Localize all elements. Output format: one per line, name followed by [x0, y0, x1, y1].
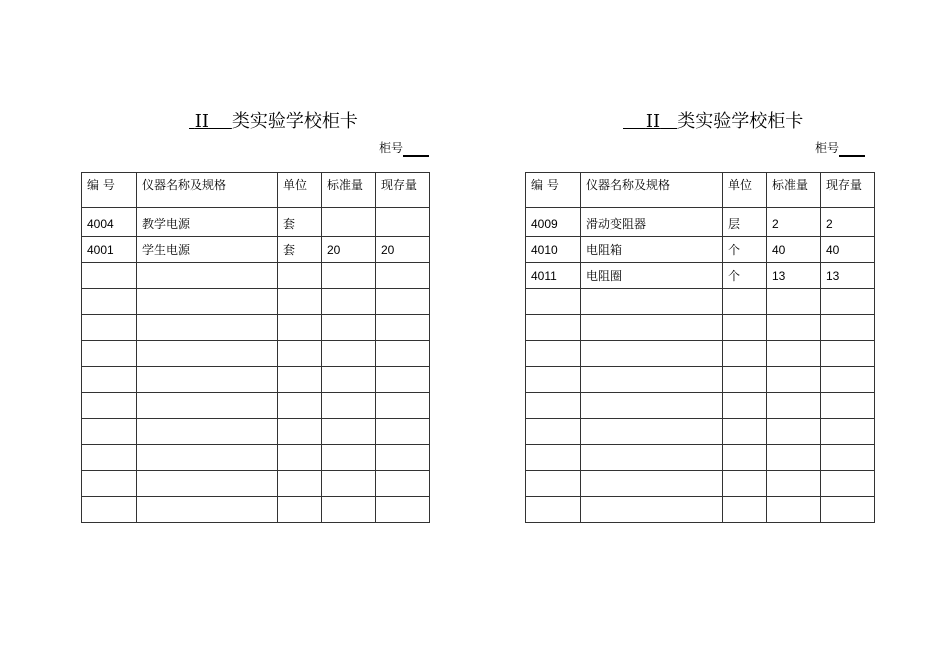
- cell-standard-qty: 20: [322, 237, 376, 263]
- header-standard-qty: 标准量: [322, 173, 376, 208]
- cell-standard-qty: [767, 315, 821, 341]
- table-row: [82, 315, 430, 341]
- cell-item-code: [526, 315, 581, 341]
- cell-standard-qty: [767, 419, 821, 445]
- header-current-qty: 现存量: [376, 173, 430, 208]
- card-title-text: 类实验学校柜卡: [231, 111, 358, 132]
- inventory-table: [81, 172, 430, 523]
- table-row: [82, 263, 430, 289]
- cell-current-qty: [821, 341, 875, 367]
- cell-standard-qty: [322, 341, 376, 367]
- cell-item-name: [581, 419, 723, 445]
- cell-unit: [723, 419, 767, 445]
- header-row: [526, 173, 875, 208]
- cell-standard-qty: [322, 419, 376, 445]
- cell-item-name: [581, 289, 723, 315]
- inventory-table: [525, 172, 875, 523]
- table-row: [526, 471, 875, 497]
- header-item-code: 编 号: [526, 173, 581, 208]
- cell-item-name: [137, 341, 278, 367]
- cell-item-code: 4011: [526, 263, 581, 289]
- cell-item-code: [82, 367, 137, 393]
- header-current-qty: 现存量: [821, 173, 875, 208]
- cell-standard-qty: [322, 471, 376, 497]
- header-item-name: 仪器名称及规格: [581, 173, 723, 208]
- table-row: [526, 263, 875, 289]
- cell-item-name: [137, 419, 278, 445]
- cell-item-code: [526, 393, 581, 419]
- card-class: [623, 111, 677, 132]
- cell-current-qty: 20: [376, 237, 430, 263]
- cell-unit: [278, 289, 322, 315]
- cell-current-qty: [376, 419, 430, 445]
- cell-standard-qty: [322, 497, 376, 523]
- cell-current-qty: [376, 445, 430, 471]
- cell-standard-qty: [322, 367, 376, 393]
- cell-item-code: [82, 497, 137, 523]
- table-row: [526, 341, 875, 367]
- cell-current-qty: [376, 289, 430, 315]
- table-row: [526, 393, 875, 419]
- cell-item-name: [581, 341, 723, 367]
- cell-current-qty: [821, 445, 875, 471]
- cabinet-number-label: 柜号: [815, 141, 840, 155]
- cell-item-name: [137, 367, 278, 393]
- table-row: [82, 393, 430, 419]
- cell-item-code: [82, 445, 137, 471]
- cell-unit: [723, 497, 767, 523]
- cell-current-qty: 13: [821, 263, 875, 289]
- cell-item-name: [137, 315, 278, 341]
- cell-current-qty: [821, 419, 875, 445]
- cell-standard-qty: 13: [767, 263, 821, 289]
- cell-unit: [278, 367, 322, 393]
- table-row: [82, 289, 430, 315]
- cell-item-code: 4009: [526, 208, 581, 237]
- cell-item-code: [526, 445, 581, 471]
- cell-item-name: [581, 471, 723, 497]
- cell-current-qty: [821, 393, 875, 419]
- cell-current-qty: [376, 341, 430, 367]
- cabinet-number-label: 柜号: [379, 141, 404, 155]
- cell-current-qty: [376, 393, 430, 419]
- cell-item-name: 滑动变阻器: [581, 208, 723, 237]
- header-item-name: 仪器名称及规格: [137, 173, 278, 208]
- cell-item-code: [82, 341, 137, 367]
- cell-item-code: 4001: [82, 237, 137, 263]
- cell-unit: [723, 367, 767, 393]
- card-class-pad-right: [209, 111, 232, 132]
- cell-item-code: [82, 393, 137, 419]
- cell-item-name: [581, 315, 723, 341]
- cell-item-code: 4004: [82, 208, 137, 237]
- cell-unit: 个: [723, 263, 767, 289]
- table-row: [526, 367, 875, 393]
- cell-standard-qty: [767, 497, 821, 523]
- cell-unit: [723, 315, 767, 341]
- cell-unit: 个: [723, 237, 767, 263]
- cell-item-name: 教学电源: [137, 208, 278, 237]
- cell-current-qty: [376, 263, 430, 289]
- card-title-text: 类实验学校柜卡: [677, 111, 804, 132]
- cell-item-name: [137, 497, 278, 523]
- cabinet-number-blank: [839, 143, 865, 157]
- cell-standard-qty: [767, 445, 821, 471]
- cell-item-name: [137, 289, 278, 315]
- cell-item-code: 4010: [526, 237, 581, 263]
- cell-item-name: [581, 445, 723, 471]
- cell-standard-qty: [322, 315, 376, 341]
- cell-unit: [723, 445, 767, 471]
- cell-item-code: [526, 341, 581, 367]
- cell-item-name: 电阻圈: [581, 263, 723, 289]
- table-row: [82, 341, 430, 367]
- cell-item-name: [137, 393, 278, 419]
- cell-unit: [723, 341, 767, 367]
- cell-unit: [278, 497, 322, 523]
- cabinet-number-blank: [403, 143, 429, 157]
- cell-item-name: [581, 393, 723, 419]
- header-unit: 单位: [723, 173, 767, 208]
- cell-unit: [278, 445, 322, 471]
- cell-item-code: [526, 289, 581, 315]
- cell-unit: [278, 315, 322, 341]
- cell-standard-qty: [322, 263, 376, 289]
- table-row: [82, 208, 430, 237]
- cell-current-qty: [821, 367, 875, 393]
- cell-item-code: [526, 497, 581, 523]
- cell-unit: [723, 471, 767, 497]
- table-row: [526, 289, 875, 315]
- table-row: [82, 445, 430, 471]
- cell-current-qty: [821, 497, 875, 523]
- cell-current-qty: [376, 367, 430, 393]
- table-row: [82, 471, 430, 497]
- table-row: [526, 315, 875, 341]
- cell-current-qty: 2: [821, 208, 875, 237]
- cell-standard-qty: [767, 289, 821, 315]
- cell-standard-qty: [322, 393, 376, 419]
- header-row: [82, 173, 430, 208]
- table-row: [526, 237, 875, 263]
- card-title: [623, 109, 803, 135]
- cell-unit: 套: [278, 237, 322, 263]
- table-row: [82, 497, 430, 523]
- cell-item-code: [82, 263, 137, 289]
- table-body: [526, 208, 875, 523]
- cell-standard-qty: [767, 393, 821, 419]
- table-row: [82, 237, 430, 263]
- cell-standard-qty: [322, 445, 376, 471]
- cell-item-code: [82, 289, 137, 315]
- header-unit: 单位: [278, 173, 322, 208]
- cell-item-name: [137, 445, 278, 471]
- cell-item-code: [82, 471, 137, 497]
- cell-current-qty: [821, 315, 875, 341]
- table-row: [526, 445, 875, 471]
- header-standard-qty: 标准量: [767, 173, 821, 208]
- cell-item-name: [137, 263, 278, 289]
- cell-unit: [278, 341, 322, 367]
- cabinet-number: [815, 139, 865, 157]
- cell-standard-qty: [322, 208, 376, 237]
- cell-unit: [723, 289, 767, 315]
- cell-current-qty: [376, 315, 430, 341]
- table-body: [82, 208, 430, 523]
- cell-unit: [723, 393, 767, 419]
- cell-standard-qty: [767, 471, 821, 497]
- cell-current-qty: [376, 471, 430, 497]
- card-class-pad-left: [623, 111, 646, 132]
- cell-current-qty: [376, 208, 430, 237]
- cell-item-name: 电阻箱: [581, 237, 723, 263]
- cell-unit: [278, 471, 322, 497]
- cell-unit: 层: [723, 208, 767, 237]
- header-item-code: 编 号: [82, 173, 137, 208]
- cell-unit: [278, 393, 322, 419]
- table-row: [526, 419, 875, 445]
- table-row: [526, 497, 875, 523]
- cell-standard-qty: [322, 289, 376, 315]
- cabinet-number: [379, 139, 429, 157]
- cell-unit: [278, 263, 322, 289]
- cell-item-name: [581, 367, 723, 393]
- cell-standard-qty: 2: [767, 208, 821, 237]
- card-class: [189, 111, 232, 132]
- cell-item-name: [137, 471, 278, 497]
- cell-current-qty: [376, 497, 430, 523]
- cell-current-qty: [821, 471, 875, 497]
- cell-item-name: 学生电源: [137, 237, 278, 263]
- cell-unit: [278, 419, 322, 445]
- cell-current-qty: [821, 289, 875, 315]
- card-class-pad-right: [660, 111, 677, 132]
- cell-current-qty: 40: [821, 237, 875, 263]
- cell-item-code: [82, 419, 137, 445]
- card-title: [189, 109, 358, 135]
- table-row: [82, 367, 430, 393]
- cell-item-code: [526, 419, 581, 445]
- table-row: [526, 208, 875, 237]
- cell-item-code: [82, 315, 137, 341]
- table-row: [82, 419, 430, 445]
- cell-item-name: [581, 497, 723, 523]
- cell-standard-qty: [767, 341, 821, 367]
- cell-standard-qty: 40: [767, 237, 821, 263]
- card-class-label: II: [645, 111, 661, 132]
- cell-standard-qty: [767, 367, 821, 393]
- card-class-label: II: [194, 111, 209, 132]
- cell-item-code: [526, 471, 581, 497]
- cell-unit: 套: [278, 208, 322, 237]
- cell-item-code: [526, 367, 581, 393]
